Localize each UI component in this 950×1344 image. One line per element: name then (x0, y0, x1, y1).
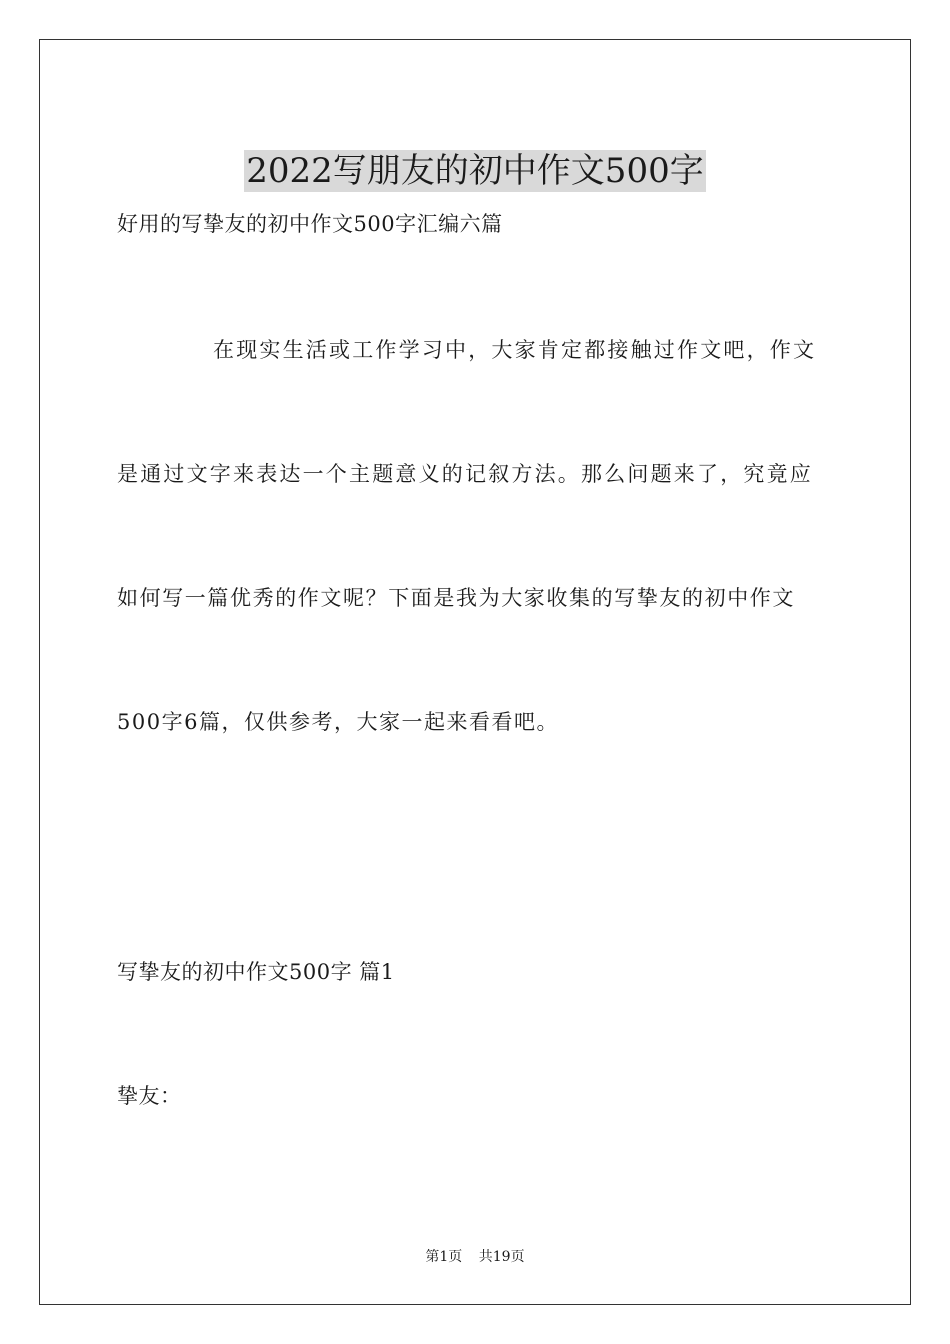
document-title: 2022写朋友的初中作文500字 (246, 150, 704, 191)
document-subtitle: 好用的写挚友的初中作文500字汇编六篇 (117, 212, 503, 236)
salutation: 挚友： (117, 1084, 182, 1108)
intro-line-2: 是通过文字来表达一个主题意义的记叙方法。那么问题来了，究竟应 (117, 462, 813, 486)
section-heading: 写挚友的初中作文500字 篇1 (117, 960, 395, 984)
intro-line-3: 如何写一篇优秀的作文呢？下面是我为大家收集的写挚友的初中作文 (117, 586, 795, 610)
page-footer (0, 1248, 950, 1266)
page-number: 第1页 (425, 1249, 463, 1265)
intro-line-4: 500字6篇，仅供参考，大家一起来看看吧。 (117, 710, 559, 734)
page-total: 共19页 (478, 1249, 525, 1265)
intro-line-1: 在现实生活或工作学习中，大家肯定都接触过作文吧，作文 (213, 338, 817, 362)
title-container (0, 127, 950, 215)
